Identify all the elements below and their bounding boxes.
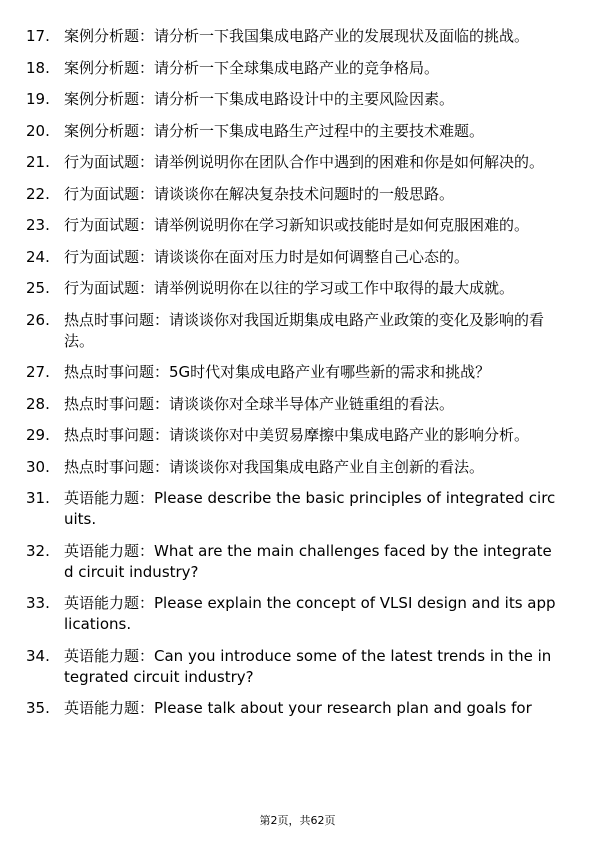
question-item (0, 541, 595, 583)
question-number: 18. (26, 58, 50, 77)
question-text: 案例分析题：请分析一下集成电路设计中的主要风险因素。 (64, 90, 455, 108)
question-text: 行为面试题：请举例说明你在以往的学习或工作中取得的最大成就。 (64, 279, 515, 297)
question-number: 35. (26, 699, 50, 717)
question-number: 19. (26, 90, 50, 108)
question-text: 案例分析题：请分析一下我国集成电路产业的发展现状及面临的挑战。 (64, 27, 530, 45)
question-text: 行为面试题：请举例说明你在学习新知识或技能时是如何克服困难的。 (64, 216, 530, 234)
question-number: 17. (26, 27, 50, 45)
question-text: 英语能力题：Please describe the basic principles of integrated circuits. (64, 489, 556, 528)
question-number: 20. (26, 121, 50, 140)
question-text: 案例分析题：请分析一下集成电路生产过程中的主要技术难题。 (64, 121, 485, 140)
question-number: 25. (26, 279, 50, 297)
question-text: 案例分析题：请分析一下全球集成电路产业的竞争格局。 (64, 58, 440, 77)
question-number: 23. (26, 216, 50, 234)
question-text: 热点时事问题：请谈谈你对我国集成电路产业自主创新的看法。 (64, 457, 485, 476)
question-text: 英语能力题：What are the main challenges faced by the integrated circuit industry? (64, 541, 552, 581)
question-text: 热点时事问题：请谈谈你对我国近期集成电路产业政策的变化及影响的看法。 (64, 310, 545, 350)
question-number: 27. (26, 363, 50, 381)
question-item (0, 247, 595, 268)
question-item (0, 58, 595, 79)
question-number: 31. (26, 489, 50, 507)
question-item (0, 121, 595, 142)
page-footer: 第2页，共62页 (259, 814, 336, 827)
question-number: 21. (26, 153, 50, 171)
question-number: 28. (26, 394, 50, 413)
question-item (0, 278, 595, 299)
question-item (0, 215, 595, 236)
question-item (0, 646, 595, 688)
question-item (0, 184, 595, 205)
question-number: 22. (26, 184, 50, 203)
question-item (0, 593, 595, 635)
question-number: 26. (26, 310, 50, 329)
question-item (0, 425, 595, 446)
question-item (0, 488, 595, 530)
question-item (0, 362, 595, 383)
question-text: 行为面试题：请谈谈你在解决复杂技术问题时的一般思路。 (64, 184, 455, 203)
question-text: 英语能力题：Please talk about your research plan and goals for (64, 699, 532, 717)
question-number: 32. (26, 541, 50, 560)
question-number: 33. (26, 594, 50, 612)
question-number: 34. (26, 646, 50, 665)
question-item (0, 310, 595, 352)
question-number: 29. (26, 426, 50, 444)
question-text: 行为面试题：请谈谈你在面对压力时是如何调整自己心态的。 (64, 247, 470, 266)
question-text: 英语能力题：Please explain the concept of VLSI design and its applications. (64, 594, 556, 633)
question-text: 热点时事问题：5G时代对集成电路产业有哪些新的需求和挑战？ (64, 363, 491, 381)
question-number: 30. (26, 457, 50, 476)
question-list (0, 26, 595, 730)
question-item (0, 457, 595, 478)
question-item (0, 394, 595, 415)
question-text: 行为面试题：请举例说明你在团队合作中遇到的困难和你是如何解决的。 (64, 153, 545, 171)
question-item (0, 26, 595, 47)
question-number: 24. (26, 247, 50, 266)
question-text: 英语能力题：Can you introduce some of the latest trends in the integrated circuit industry? (64, 646, 552, 686)
question-item (0, 89, 595, 110)
question-text: 热点时事问题：请谈谈你对中美贸易摩擦中集成电路产业的影响分析。 (64, 426, 530, 444)
question-text: 热点时事问题：请谈谈你对全球半导体产业链重组的看法。 (64, 394, 455, 413)
question-item (0, 698, 595, 719)
question-item (0, 152, 595, 173)
